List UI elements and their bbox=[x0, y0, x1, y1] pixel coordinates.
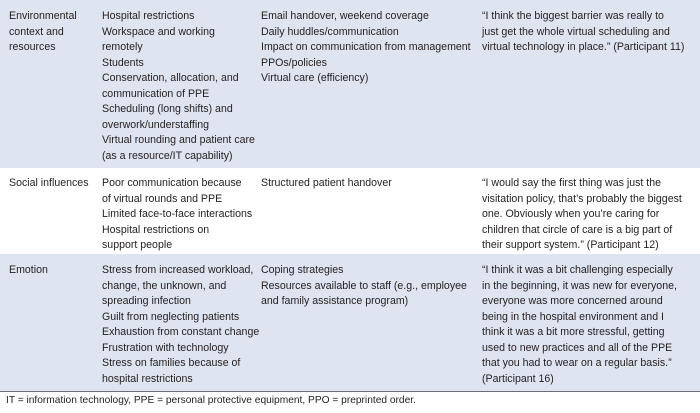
list-item: Structured patient handover bbox=[261, 177, 392, 189]
list-item: Virtual care (efficiency) bbox=[261, 72, 369, 84]
list-item: Scheduling (long shifts) and overwork/understaffing bbox=[102, 103, 233, 131]
list-item: Hospital restrictions on support people bbox=[102, 223, 210, 251]
list-item: Coping strategies bbox=[261, 264, 344, 276]
facilitators-cell bbox=[261, 176, 476, 192]
list-item: Exhaustion from constant change bbox=[102, 326, 260, 338]
list-item: Daily huddles/communication bbox=[261, 25, 399, 38]
table-row bbox=[0, 254, 700, 391]
list-item: Stress on families because of hospital restrictions bbox=[102, 357, 241, 385]
list-item: Frustration with technology bbox=[102, 341, 229, 354]
facilitators-cell bbox=[261, 9, 476, 87]
list-item: Stress from increased workload, change, the unknown, and spreading infection bbox=[102, 264, 254, 307]
list-item: Virtual rounding and patient care (as a resource/IT capability) bbox=[102, 134, 255, 162]
quote-cell: “I would say the first thing was just the visitation policy, that’s probably the biggest one. Obviously when you’re caring for children that circle of care is a big part of their support system.” (Participant 12) bbox=[482, 177, 682, 251]
list-item: Impact on communication from management bbox=[261, 41, 471, 53]
list-item: Students bbox=[102, 56, 144, 69]
list-item: Workspace and working remotely bbox=[102, 25, 215, 53]
table-footnote: IT = information technology, PPE = personal protective equipment, PPO = preprinted order. bbox=[6, 395, 416, 406]
theme-label: Emotion bbox=[9, 264, 48, 276]
quote-cell: “I think the biggest barrier was really to just get the whole virtual scheduling and virtual technology in place.” (Participant 11) bbox=[482, 10, 685, 53]
theme-label: resources bbox=[9, 41, 56, 53]
barriers-cell bbox=[102, 9, 260, 164]
table-bottom-rule bbox=[0, 391, 700, 392]
theme-cell bbox=[9, 9, 93, 56]
theme-label: context and bbox=[9, 25, 64, 38]
barriers-cell bbox=[102, 176, 260, 254]
list-item: Email handover, weekend coverage bbox=[261, 10, 429, 22]
theme-label: Social influences bbox=[9, 177, 89, 189]
table-row bbox=[0, 168, 700, 254]
list-item: Poor communication because of virtual rounds and PPE bbox=[102, 177, 242, 205]
facilitators-cell bbox=[261, 263, 476, 310]
table-row bbox=[0, 0, 700, 168]
list-item: Guilt from neglecting patients bbox=[102, 310, 240, 323]
list-item: Conservation, allocation, and communication of PPE bbox=[102, 72, 239, 100]
list-item: Resources available to staff (e.g., employee and family assistance program) bbox=[261, 279, 467, 307]
list-item: Limited face-to-face interactions bbox=[102, 208, 253, 220]
theme-cell bbox=[9, 263, 93, 279]
theme-label: Environmental bbox=[9, 10, 77, 22]
list-item: Hospital restrictions bbox=[102, 10, 195, 22]
barriers-cell bbox=[102, 263, 260, 387]
quote-cell: “I think it was a bit challenging especially in the beginning, it was new for everyone, everyone was more concerned around being in the hospital environment and I think it was a bit more stressful, getting used to new practices and all of the PPE that you had to wear on a regular basis.” (Participant 16) bbox=[482, 264, 677, 385]
list-item: PPOs/policies bbox=[261, 56, 327, 69]
theme-cell bbox=[9, 176, 93, 192]
